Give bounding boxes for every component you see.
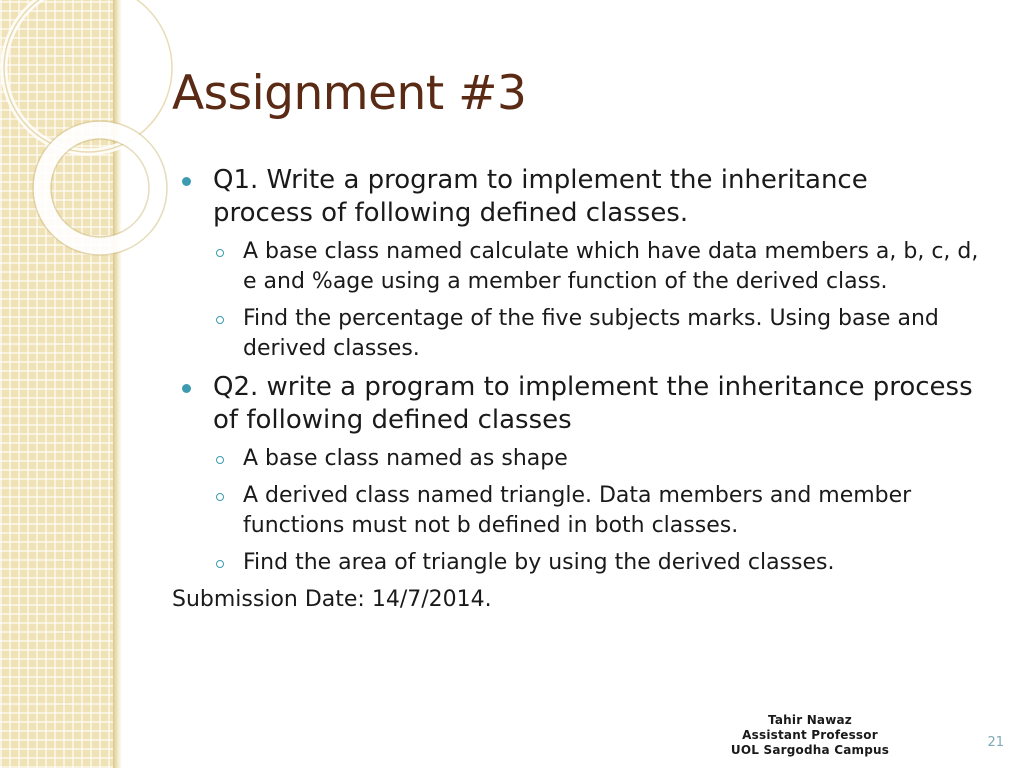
author-footer xyxy=(700,713,920,758)
bullet-ring-icon xyxy=(216,560,224,568)
author-campus: UOL Sargodha Campus xyxy=(730,743,890,757)
author-name: Tahir Nawaz xyxy=(768,713,852,727)
question-1-point-2: Find the percentage of the five subjects marks. Using base and derived classes. xyxy=(243,306,939,361)
bullet-dot-icon xyxy=(182,177,191,186)
question-2-point-2: A derived class named triangle. Data members and member functions must not b defined in both classes. xyxy=(243,483,912,538)
list-item xyxy=(172,304,981,364)
list-item xyxy=(172,481,981,541)
list-item xyxy=(172,371,973,437)
author-role: Assistant Professor xyxy=(742,728,878,742)
bullet-dot-icon xyxy=(182,384,191,393)
slide-body xyxy=(172,164,1002,615)
question-1-point-1: A base class named calculate which have data members a, b, c, d, e and %age using a member function of the derived class. xyxy=(243,239,979,294)
page-number: 21 xyxy=(987,735,1004,750)
slide-title: Assignment #3 xyxy=(172,66,527,121)
bullet-ring-icon xyxy=(216,316,224,324)
question-2-point-3: Find the area of triangle by using the derived classes. xyxy=(243,550,835,575)
submission-date: Submission Date: 14/7/2014. xyxy=(172,587,492,612)
list-item xyxy=(172,548,981,578)
question-2-text: Q2. write a program to implement the inheritance process of following defined classes xyxy=(213,372,973,435)
list-item xyxy=(172,237,981,297)
list-item xyxy=(172,444,981,474)
question-2-point-1: A base class named as shape xyxy=(243,446,568,471)
bullet-ring-icon xyxy=(216,493,224,501)
question-1-text: Q1. Write a program to implement the inheritance process of following defined classes. xyxy=(213,165,868,228)
list-item xyxy=(172,164,973,230)
bullet-ring-icon xyxy=(216,249,224,257)
bullet-ring-icon xyxy=(216,456,224,464)
